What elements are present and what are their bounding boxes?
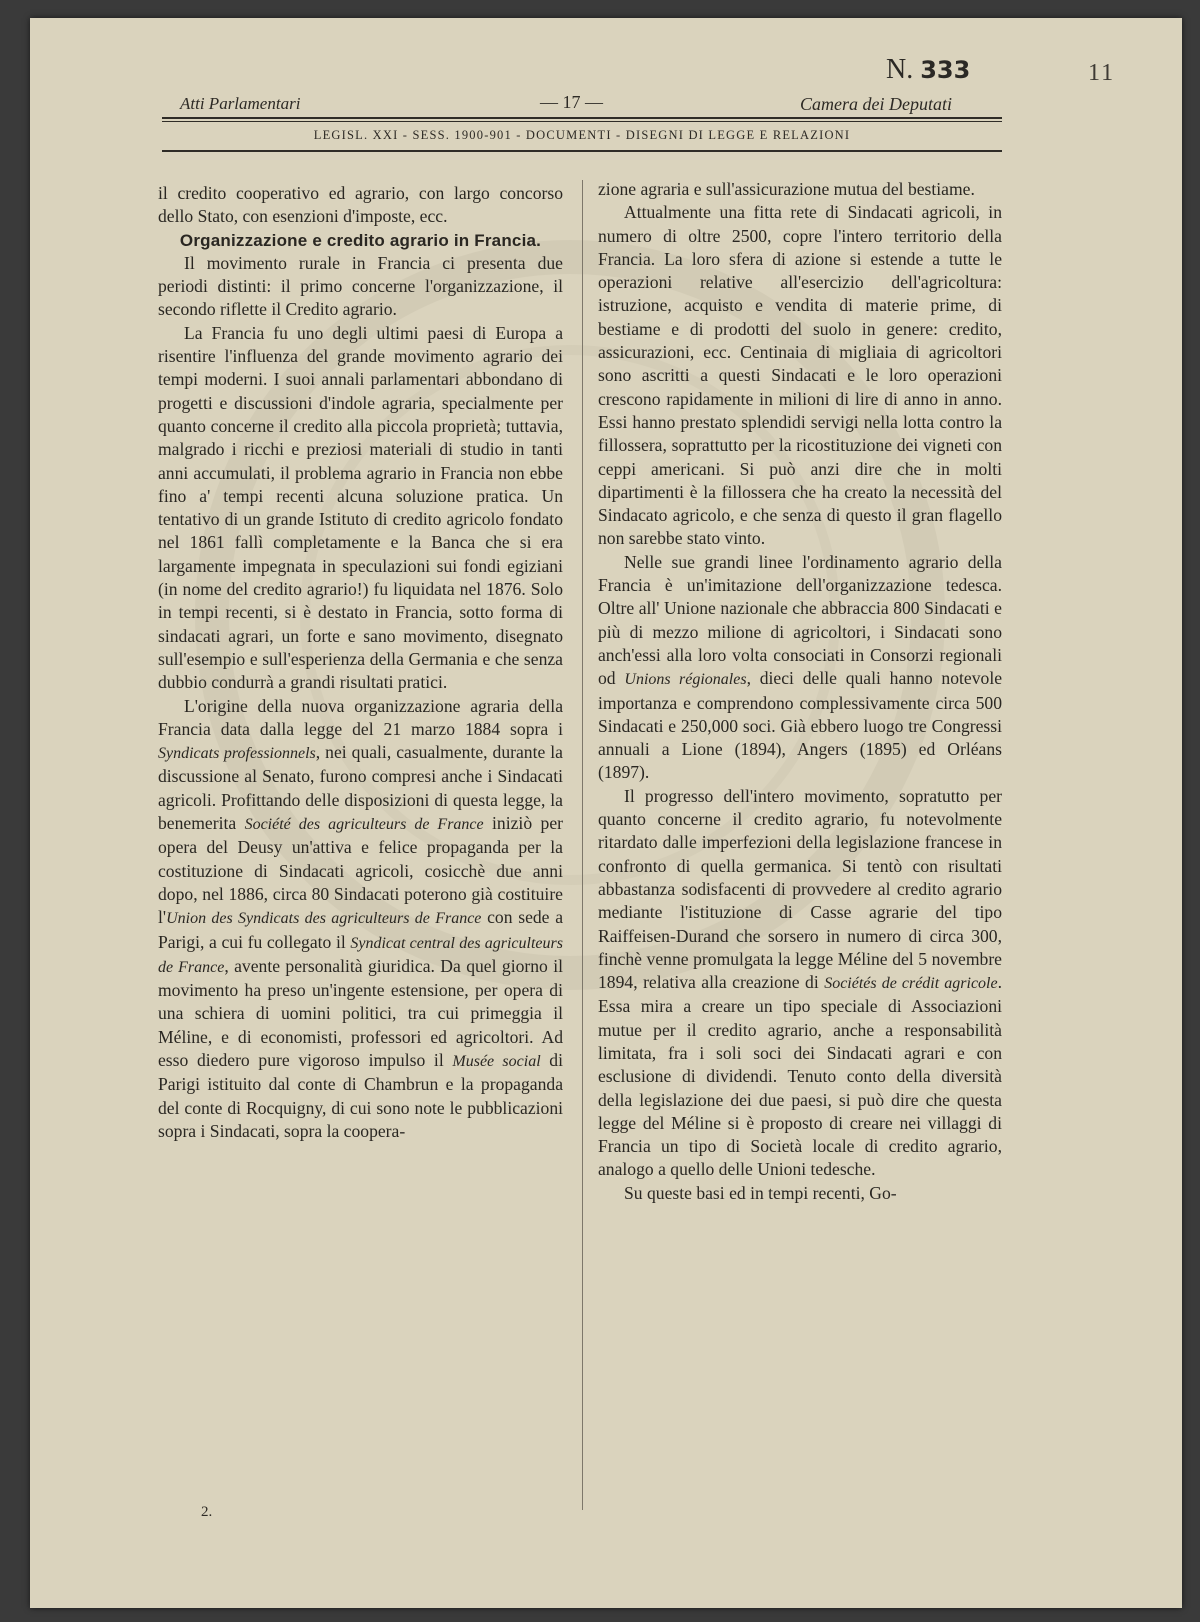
left-column: [158, 182, 563, 1143]
document-number-value: 333: [920, 56, 971, 84]
paragraph: Il progresso dell'intero movimento, sopratutto per quanto concerne il credito agrario, fu notevolmente ritardato dalle imperfezioni della legislazione francese in confronto di quella germanica. Si tentò con risultati abbastanza sodisfacenti di provvedere al credito agrario mediante l'istituzione di Casse agrarie del tipo Raiffeisen-Durand che sorsero in numero di circa 300, finchè venne promulgata la legge Méline del 5 novembre 1894, relativa alla creazione di Sociétés de crédit agricole. Essa mira a creare un tipo speciale di Associazioni mutue per il credito agrario, anche a responsabilità limitata, fra i soli soci dei Sindacati agrari e con esclusione di dividendi. Tenuto conto della diversità della legislazione dei due paesi, si può dire che questa legge del Méline si è proposto di creare nei villaggi di Francia un tipo di Società locale di credito agrario, analogo a quello delle Unioni tedesche.: [598, 785, 1002, 1180]
header-rule-bottom: [162, 150, 1002, 152]
running-head-left: Atti Parlamentari: [180, 94, 301, 113]
italic-term: Musée social: [452, 1052, 541, 1070]
running-head-right: Camera dei Deputati: [800, 94, 952, 114]
document-number: [886, 54, 970, 86]
sheet-number: 11: [1088, 60, 1116, 86]
document-number-prefix: N.: [886, 54, 914, 85]
section-title: Organizzazione e credito agrario in Francia.: [179, 230, 542, 250]
column-divider: [582, 180, 583, 1510]
italic-term: Société des agriculteurs de France: [244, 816, 484, 834]
right-column: [598, 178, 1002, 1205]
italic-term: Unions régionales: [624, 671, 747, 689]
italic-term: Sociétés de crédit agricole: [824, 975, 998, 993]
paragraph: Attualmente una fitta rete di Sindacati agricoli, in numero di oltre 2500, copre l'intero territorio della Francia. La loro sfera di azione si estende a tutte le operazioni relative all'esercizio dell'agricoltura: istruzione, acquisto e vendita di materie prime, di bestiame e di prodotti del suolo in genere: credito, assicurazioni, ecc. Centinaia di migliaia di agricoltori sono ascritti a questi Sindacati e le loro operazioni crescono rapidamente in milioni di lire di anno in anno. Essi hanno prestato splendidi servigi nella lotta contro la fillossera, soprattutto per la ricostituzione dei vigneti con ceppi americani. Si può anzi dire che in molti dipartimenti è la fillossera che ha creato la necessità del Sindacato agricolo, e che senza di questo il gran flagello non sarebbe stato vinto.: [598, 202, 1002, 549]
header-rule-top-thin: [162, 121, 1002, 122]
italic-term: Syndicat central des agriculteurs de France: [158, 934, 563, 976]
paragraph: La Francia fu uno degli ultimi paesi di Europa a risentire l'influenza del grande movimento agrario dei tempi moderni. I suoi annali parlamentari abbondano di progetti e discussioni d'indole agraria, specialmente per quanto concerne il credito alla piccola proprietà; tuttavia, malgrado i ricchi e preziosi materiali di studio in tanti anni accumulati, il problema agrario in Francia non ebbe fino a' tempi recenti alcuna soluzione pratica. Un tentativo di un grande Istituto di credito agricolo fondato nel 1861 fallì completamente e la Banca che si era largamente impegnata in speculazioni sui fondi egiziani (in nome del credito agrario!) fu liquidata nel 1876. Solo in tempi recenti, si è destato in Francia, sotto forma di sindacati agrari, un forte e sano movimento, disegnato sull'esempio e sull'esperienza della Germania e che senza dubbio condurrà a grandi risultati pratici.: [158, 322, 563, 693]
paragraph: zione agraria e sull'assicurazione mutua del bestiame.: [598, 179, 975, 199]
legislature-line: LEGISL. XXI - SESS. 1900-901 - DOCUMENTI - DISEGNI DI LEGGE E RELAZIONI: [313, 128, 851, 142]
page-number: — 17 —: [540, 92, 603, 112]
italic-term: Union des Syndicats des agriculteurs de France: [166, 910, 482, 928]
header-rule-top: [162, 117, 1002, 119]
paragraph: L'origine della nuova organizzazione agraria della Francia data dalla legge del 21 marzo 1884 sopra i Syndicats professionnels, nei quali, casualmente, durante la discussione al Senato, furono compresi anche i Sindacati agricoli. Profittando delle disposizioni di questa legge, la benemerita Société des agriculteurs de France iniziò per opera del Deusy un'attiva e felice propaganda per la costituzione di Sindacati agricoli, cosicchè due anni dopo, nel 1886, circa 80 Sindacati poterono già costituire l'Union des Syndicats des agriculteurs de France con sede a Parigi, a cui fu collegato il Syndicat central des agriculteurs de France, avente personalità giuridica. Da quel giorno il movimento ha preso un'ingente estensione, per opera di una schiera di uomini politici, tra cui primeggia il Méline, e di economisti, professori ed agricoltori. Ad esso diedero pure vigoroso impulso il Musée social di Parigi istituito dal conte di Chambrun e la propaganda del conte di Rocquigny, di cui sono note le pubblicazioni sopra i Sindacati, sopra la coopera-: [158, 695, 564, 1141]
italic-term: Syndicats professionnels: [158, 745, 316, 763]
signature-mark: 2.: [201, 1504, 213, 1520]
paragraph: Il movimento rurale in Francia ci presenta due periodi distinti: il primo concerne l'organizzazione, il secondo riflette il Credito agrario.: [158, 252, 563, 320]
paragraph: Nelle sue grandi linee l'ordinamento agrario della Francia è un'imitazione dell'organizzazione tedesca. Oltre all' Unione nazionale che abbraccia 800 Sindacati e più di mezzo milione di agricoltori, i Sindacati sono anch'essi alla loro volta consociati in Consorzi regionali od Unions régionales, dieci delle quali hanno notevole importanza e comprendono complessivamente circa 500 Sindacati e 250,000 soci. Già ebbero luogo tre Congressi annuali a Lione (1894), Angers (1895) ed Orléans (1897).: [598, 551, 1003, 783]
paragraph: Su queste basi ed in tempi recenti, Go-: [624, 1182, 897, 1203]
paragraph: il credito cooperativo ed agrario, con largo concorso dello Stato, con esenzioni d'imposte, ecc.: [158, 183, 563, 227]
